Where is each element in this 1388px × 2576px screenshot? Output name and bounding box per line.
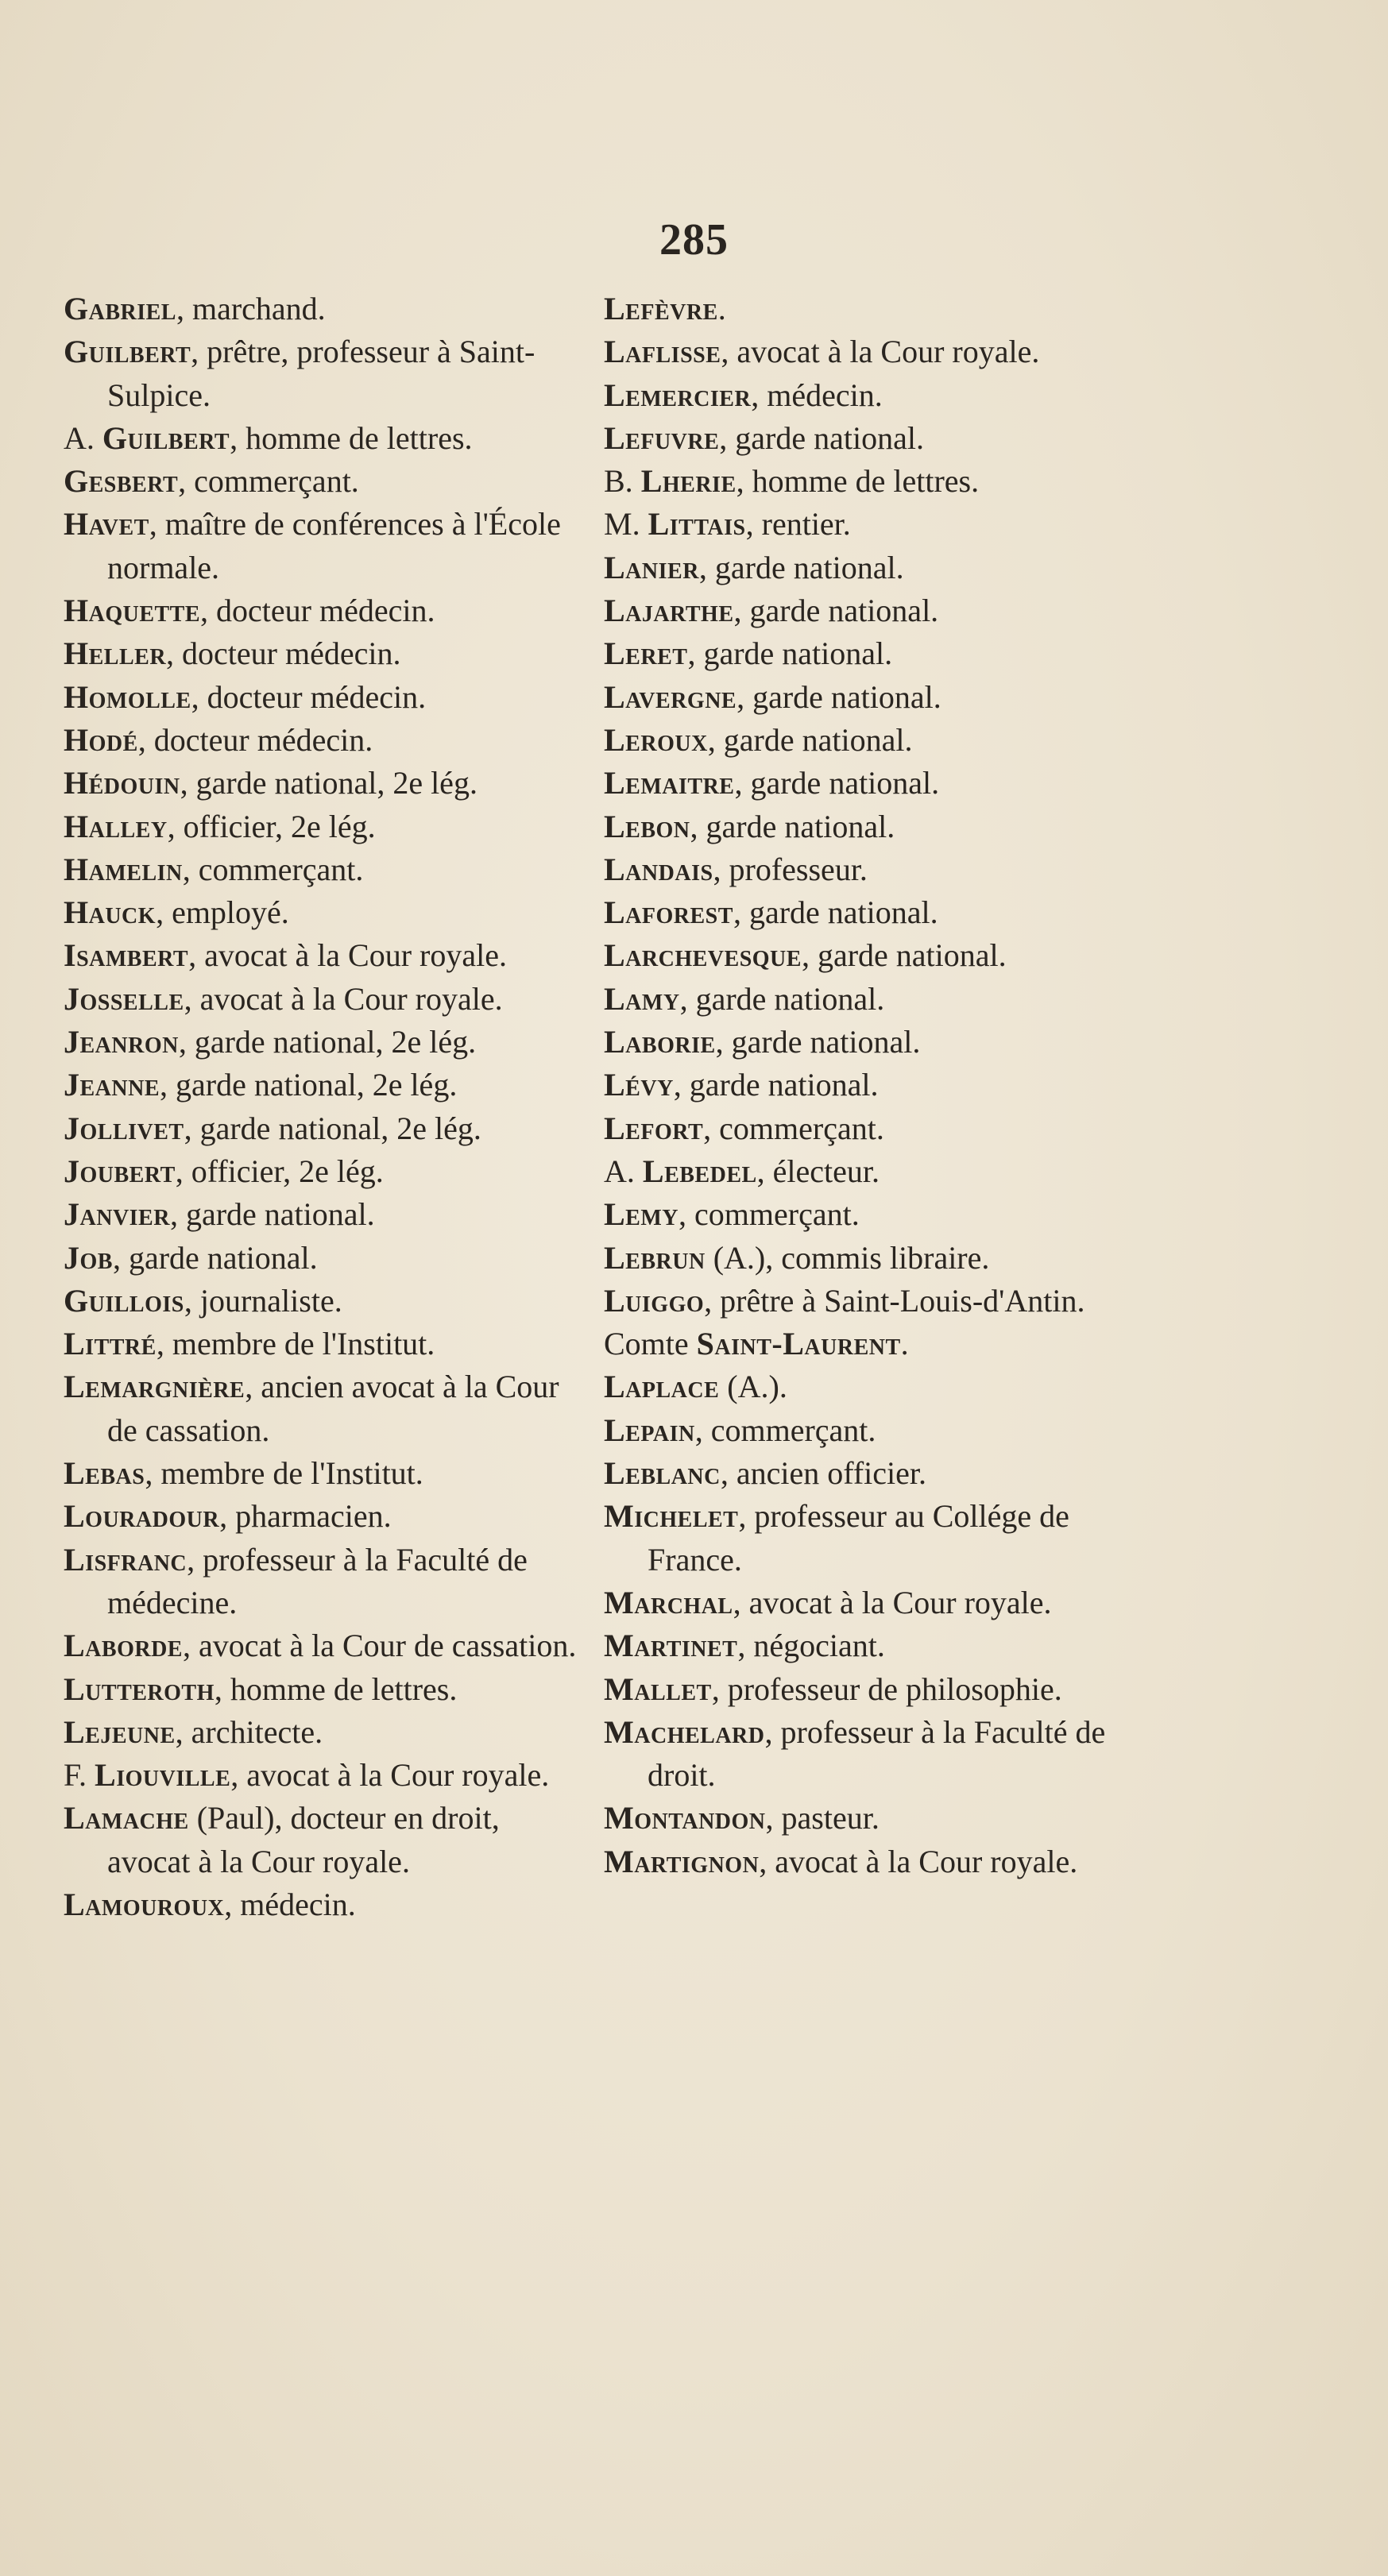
right-column xyxy=(604,288,1120,1883)
entry-name: Jeanne xyxy=(64,1067,160,1103)
entry-description: , docteur médecin. xyxy=(191,678,427,715)
entry-name: Lutteroth xyxy=(64,1670,215,1707)
entry-description: , maître de conférences à l'École normale. xyxy=(107,506,561,585)
entry-description: , homme de lettres. xyxy=(736,463,980,500)
entry-description: , avocat à la Cour royale. xyxy=(759,1843,1078,1879)
entry-name: Haquette xyxy=(64,593,201,629)
entry-description: , pasteur. xyxy=(765,1800,880,1836)
entry-name: Leblanc xyxy=(604,1455,721,1492)
entry-description: , avocat à la Cour royale. xyxy=(230,1757,550,1794)
entry-name: Lemy xyxy=(604,1196,679,1233)
list-entry xyxy=(64,978,580,1021)
entry-name: Marchal xyxy=(604,1584,733,1620)
list-entry xyxy=(64,1797,580,1883)
list-entry xyxy=(604,1365,1120,1408)
entry-name: Halley xyxy=(64,808,168,844)
entry-name: Hauck xyxy=(64,894,157,931)
entry-name: Laplace xyxy=(604,1369,720,1405)
entry-description: , officier, 2e lég. xyxy=(167,808,376,844)
entry-name: Hodé xyxy=(64,721,138,758)
entry-name: Laborie xyxy=(604,1024,716,1060)
list-entry xyxy=(64,1280,580,1323)
entry-prefix: A. xyxy=(64,419,102,456)
list-entry xyxy=(64,1495,580,1538)
entry-name: Larchevesque xyxy=(604,937,802,974)
entry-description: , architecte. xyxy=(175,1713,323,1750)
entry-name: Lefort xyxy=(604,1110,704,1146)
entry-description: , professeur à la Faculté de droit. xyxy=(648,1713,1106,1794)
entry-name: Montandon xyxy=(604,1800,766,1836)
entry-description: , garde national. xyxy=(719,419,924,456)
entry-description: , membre de l'Institut. xyxy=(156,1326,435,1362)
list-entry xyxy=(604,805,1120,848)
list-entry xyxy=(604,330,1120,373)
list-entry xyxy=(604,848,1120,891)
list-entry xyxy=(64,1624,580,1667)
entry-name: Saint-Laurent xyxy=(696,1326,901,1362)
entry-name: Jollivet xyxy=(64,1110,184,1146)
entry-description: , rentier. xyxy=(745,506,851,543)
entry-description: , garde national. xyxy=(673,1067,879,1103)
entry-name: Littais xyxy=(648,506,746,543)
entry-name: Gesbert xyxy=(64,463,179,500)
list-entry xyxy=(64,503,580,589)
left-column xyxy=(64,288,580,1926)
entry-name: Guillois xyxy=(64,1282,184,1319)
list-entry xyxy=(64,460,580,503)
list-entry xyxy=(64,1323,580,1365)
entry-name: Guilbert xyxy=(64,334,191,370)
entry-description: , commerçant. xyxy=(694,1412,876,1448)
entry-name: Lanier xyxy=(604,549,699,585)
entry-description: , commerçant. xyxy=(182,851,364,887)
entry-description: , garde national. xyxy=(112,1239,318,1276)
entry-name: Heller xyxy=(64,635,167,672)
list-entry xyxy=(604,934,1120,977)
entry-description: , garde national. xyxy=(733,593,939,629)
entry-description: , employé. xyxy=(156,894,289,931)
entry-name: Josselle xyxy=(64,980,184,1017)
list-entry xyxy=(64,676,580,719)
list-entry xyxy=(604,417,1120,460)
entry-name: Martignon xyxy=(604,1843,760,1879)
entry-name: Job xyxy=(64,1239,113,1276)
entry-description: , commerçant. xyxy=(178,463,359,500)
list-entry xyxy=(604,288,1120,330)
entry-name: Laborde xyxy=(64,1628,183,1664)
list-entry xyxy=(604,1582,1120,1624)
entry-description: , garde national, 2e lég. xyxy=(184,1110,481,1146)
entry-description: , marchand. xyxy=(176,291,326,326)
entry-name: Laflisse xyxy=(604,334,721,370)
list-entry xyxy=(604,1280,1120,1323)
list-entry xyxy=(64,589,580,632)
list-entry xyxy=(64,1539,580,1625)
list-entry xyxy=(604,460,1120,503)
entry-name: Hédouin xyxy=(64,765,180,801)
list-entry xyxy=(604,546,1120,589)
list-entry xyxy=(604,1495,1120,1582)
entry-prefix: Comte xyxy=(604,1326,697,1362)
list-entry xyxy=(604,1021,1120,1064)
entry-description: , prêtre, professeur à Saint-Sulpice. xyxy=(107,334,535,413)
list-entry xyxy=(64,417,580,460)
entry-description: , officier, 2e lég. xyxy=(175,1153,384,1189)
list-entry xyxy=(64,288,580,330)
entry-description: , médecin. xyxy=(224,1886,356,1922)
list-entry xyxy=(604,589,1120,632)
entry-description: , membre de l'Institut. xyxy=(145,1455,423,1492)
entry-description: , docteur médecin. xyxy=(166,635,401,672)
entry-name: Lamouroux xyxy=(64,1886,225,1922)
list-entry xyxy=(604,1237,1120,1280)
entry-name: Lefuvre xyxy=(604,419,720,456)
list-entry xyxy=(64,632,580,675)
list-entry xyxy=(604,374,1120,417)
list-entry xyxy=(604,1150,1120,1193)
entry-name: Laforest xyxy=(604,894,733,931)
list-entry xyxy=(64,1107,580,1150)
list-entry xyxy=(604,1668,1120,1711)
entry-description: , garde national. xyxy=(734,765,940,801)
list-entry xyxy=(64,934,580,977)
entry-description: , garde national. xyxy=(715,1024,921,1060)
list-entry xyxy=(64,1150,580,1193)
list-entry xyxy=(64,805,580,848)
entry-description: , docteur médecin. xyxy=(200,593,435,629)
list-entry xyxy=(604,1193,1120,1236)
entry-name: Lebrun xyxy=(604,1239,706,1276)
entry-name: Janvier xyxy=(64,1196,170,1233)
list-entry xyxy=(604,762,1120,805)
entry-description: (A.). xyxy=(719,1369,787,1405)
entry-description: , professeur. xyxy=(713,851,868,887)
entry-description: , prêtre à Saint-Louis-d'Antin. xyxy=(704,1282,1085,1319)
entry-description: , garde national, 2e lég. xyxy=(160,1067,458,1103)
entry-description: , garde national. xyxy=(733,894,938,931)
entry-description: , homme de lettres. xyxy=(230,419,473,456)
list-entry xyxy=(64,848,580,891)
entry-description: , avocat à la Cour royale. xyxy=(188,937,507,974)
entry-name: Jeanron xyxy=(64,1024,179,1060)
entry-description: , pharmacien. xyxy=(219,1498,392,1535)
list-entry xyxy=(64,1365,580,1452)
entry-prefix: B. xyxy=(604,463,641,500)
list-entry xyxy=(64,762,580,805)
list-entry xyxy=(604,1840,1120,1883)
list-entry xyxy=(64,719,580,762)
entry-name: Lebas xyxy=(64,1455,145,1492)
entry-description: , ancien officier. xyxy=(720,1455,927,1492)
list-entry xyxy=(64,1452,580,1495)
entry-description: , avocat à la Cour de cassation. xyxy=(182,1628,577,1664)
entry-prefix: M. xyxy=(604,506,648,543)
list-entry xyxy=(604,891,1120,934)
entry-description: . xyxy=(900,1326,909,1362)
entry-description: , médecin. xyxy=(751,377,883,413)
list-entry xyxy=(64,1193,580,1236)
entry-name: Lemargnière xyxy=(64,1369,246,1405)
entry-description: , garde national. xyxy=(707,721,913,758)
entry-description: , garde national. xyxy=(679,980,885,1017)
list-entry xyxy=(604,978,1120,1021)
list-entry xyxy=(64,1711,580,1754)
entry-name: Lévy xyxy=(604,1067,674,1103)
entry-description: , garde national, 2e lég. xyxy=(178,1024,477,1060)
entry-name: Lamy xyxy=(604,980,680,1017)
entry-name: Lebedel xyxy=(642,1153,757,1189)
list-entry xyxy=(604,632,1120,675)
entry-name: Leret xyxy=(604,635,688,672)
entry-description: , ancien avocat à la Cour de cassation. xyxy=(107,1369,559,1448)
entry-description: , professeur de philosophie. xyxy=(711,1670,1062,1707)
entry-name: Landais xyxy=(604,851,713,887)
entry-description: (Paul), docteur en droit, avocat à la Cour royale. xyxy=(107,1800,500,1879)
list-entry xyxy=(64,1064,580,1106)
list-entry xyxy=(604,503,1120,546)
list-entry xyxy=(604,719,1120,762)
entry-description: , homme de lettres. xyxy=(214,1670,458,1707)
entry-description: , garde national. xyxy=(698,549,904,585)
entry-name: Lemercier xyxy=(604,377,752,413)
entry-description: , professeur à la Faculté de médecine. xyxy=(107,1541,528,1620)
entry-description: , négociant. xyxy=(737,1628,885,1664)
entry-name: Machelard xyxy=(604,1713,765,1750)
entry-name: Leroux xyxy=(604,721,708,758)
entry-name: Littré xyxy=(64,1326,157,1362)
entry-name: Homolle xyxy=(64,678,191,715)
entry-name: Lamache xyxy=(64,1800,189,1836)
entry-description: , électeur. xyxy=(756,1153,880,1189)
entry-name: Havet xyxy=(64,506,149,543)
entry-description: , avocat à la Cour royale. xyxy=(721,334,1040,370)
entry-name: Lejeune xyxy=(64,1713,176,1750)
entry-description: , garde national, 2e lég. xyxy=(180,765,477,801)
entry-name: Joubert xyxy=(64,1153,176,1189)
entry-name: Lemaitre xyxy=(604,765,735,801)
entry-name: Lisfranc xyxy=(64,1541,188,1578)
entry-name: Lebon xyxy=(604,808,690,844)
entry-name: Lavergne xyxy=(604,678,737,715)
list-entry xyxy=(604,1452,1120,1495)
entry-name: Lepain xyxy=(604,1412,695,1448)
entry-name: Martinet xyxy=(604,1628,738,1664)
list-entry xyxy=(64,1754,580,1797)
entry-name: Michelet xyxy=(604,1498,739,1535)
list-entry xyxy=(604,1323,1120,1365)
list-entry xyxy=(64,1237,580,1280)
entry-description: , garde national. xyxy=(687,635,893,672)
list-entry xyxy=(604,1107,1120,1150)
entry-name: Lherie xyxy=(640,463,737,500)
entry-description: , garde national. xyxy=(169,1196,375,1233)
list-entry xyxy=(64,1883,580,1926)
list-entry xyxy=(604,1624,1120,1667)
entry-description: , garde national. xyxy=(690,808,895,844)
entry-description: , avocat à la Cour royale. xyxy=(184,980,503,1017)
entry-name: Guilbert xyxy=(102,419,230,456)
entry-name: Louradour xyxy=(64,1498,220,1535)
entry-name: Lefèvre xyxy=(604,291,718,326)
entry-description: , garde national. xyxy=(801,937,1007,974)
list-entry xyxy=(604,1409,1120,1452)
entry-description: (A.), commis libraire. xyxy=(705,1239,990,1276)
list-entry xyxy=(604,1064,1120,1106)
list-entry xyxy=(604,1711,1120,1798)
entry-name: Liouville xyxy=(95,1757,231,1794)
list-entry xyxy=(604,1797,1120,1840)
entry-name: Hamelin xyxy=(64,851,183,887)
entry-description: , docteur médecin. xyxy=(137,721,373,758)
entry-description: , professeur au Collége de France. xyxy=(648,1498,1069,1578)
entry-description: , commerçant. xyxy=(703,1110,884,1146)
entry-prefix: A. xyxy=(604,1153,643,1189)
list-entry xyxy=(64,1021,580,1064)
list-entry xyxy=(64,1668,580,1711)
page-number: 285 xyxy=(659,215,729,265)
entry-description: , journaliste. xyxy=(184,1282,342,1319)
list-entry xyxy=(64,891,580,934)
entry-prefix: F. xyxy=(64,1757,95,1794)
entry-description: , avocat à la Cour royale. xyxy=(733,1584,1052,1620)
list-entry xyxy=(604,676,1120,719)
entry-name: Lajarthe xyxy=(604,593,734,629)
entry-name: Gabriel xyxy=(64,291,176,326)
entry-name: Mallet xyxy=(604,1670,712,1707)
entry-description: , garde national. xyxy=(737,678,941,715)
list-entry xyxy=(64,330,580,417)
entry-description: . xyxy=(717,291,726,326)
entry-name: Luiggo xyxy=(604,1282,705,1319)
entry-name: Isambert xyxy=(64,937,189,974)
entry-description: , commerçant. xyxy=(679,1196,860,1233)
